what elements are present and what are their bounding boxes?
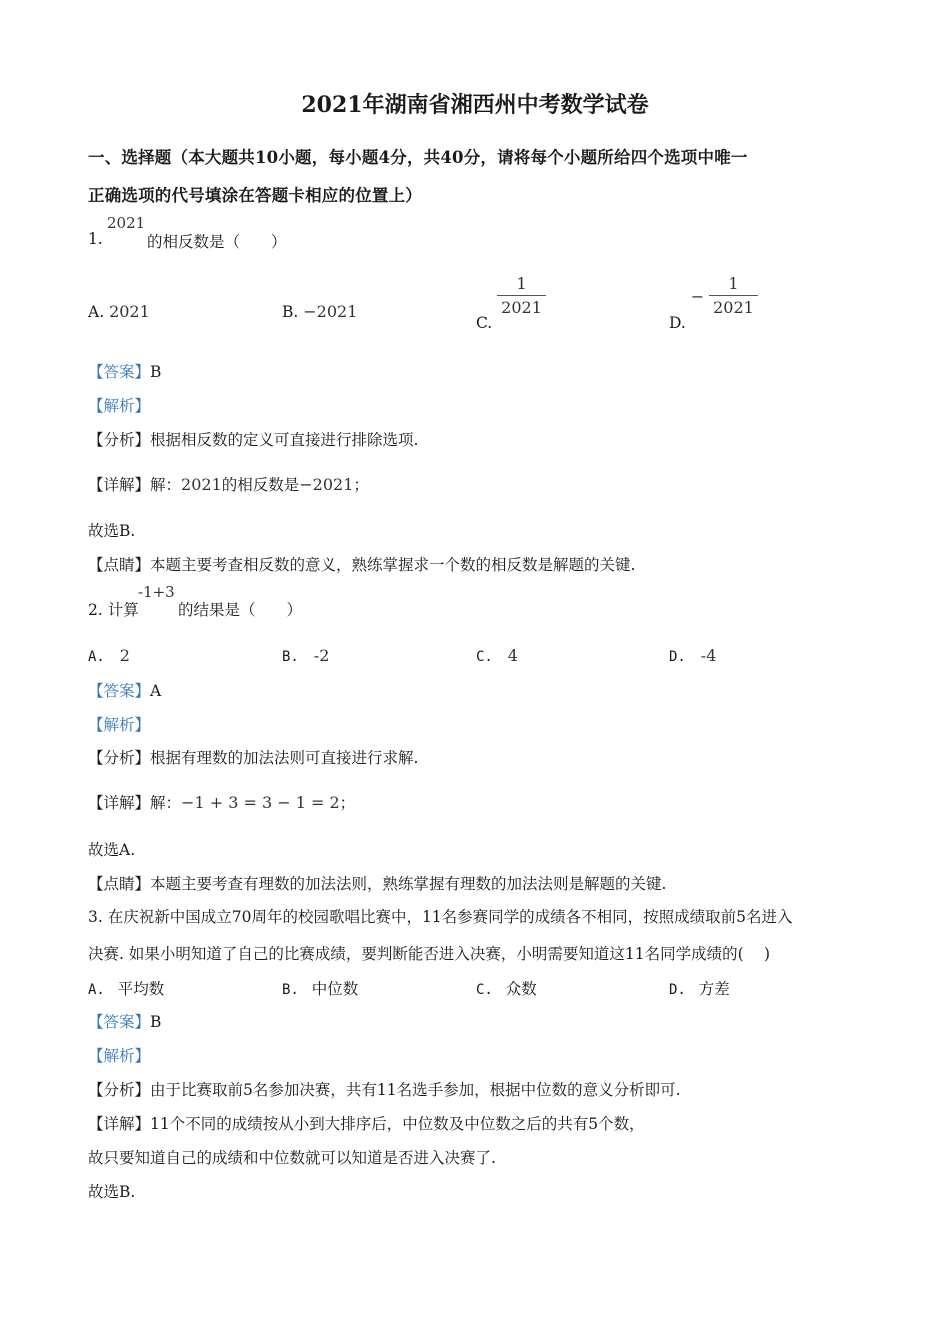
q2-choice: 故选A. — [88, 841, 136, 859]
q3-option-d: D. 方差 — [669, 980, 730, 998]
q2-answer: 【答案】A — [88, 682, 162, 700]
q2-fenxi: 【分析】根据有理数的加法法则可直接进行求解. — [88, 749, 419, 767]
q3-analysis-label: 【解析】 — [88, 1047, 151, 1065]
q3-answer: 【答案】B — [88, 1013, 162, 1031]
q1-fenxi: 【分析】根据相反数的定义可直接进行排除选项. — [88, 431, 419, 449]
fraction: $\frac{1}{2021}$ — [709, 274, 758, 317]
question-3-line1: 3. 在庆祝新中国成立70周年的校园歌唱比赛中，11名参赛同学的成绩各不相同，按照成绩取前5名进入 — [88, 908, 793, 926]
q3-fenxi: 【分析】由于比赛取前5名参加决赛，共有11名选手参加，根据中位数的意义分析即可. — [88, 1081, 681, 1099]
q1-option-a: A. 2021 — [88, 302, 150, 321]
q3-choice: 故选B. — [88, 1183, 136, 1201]
q1-option-b: B. −2021 — [282, 302, 358, 321]
q2-option-a: A. 2 — [88, 646, 130, 665]
q2-detail: 【详解】解：−1 + 3 = 3 − 1 = 2； — [88, 793, 356, 812]
question-3-line2: 决赛. 如果小明知道了自己的比赛成绩，要判断能否进入决赛，小明需要知道这11名同学成绩的( ) — [88, 945, 771, 963]
question-1-text: 的相反数是（ ） — [147, 233, 287, 251]
q1-option-c: C. $\frac{1}{2021}$ — [476, 274, 546, 317]
q1-choice: 故选B. — [88, 522, 136, 540]
question-1 — [88, 230, 103, 248]
q3-option-c: C. 众数 — [476, 980, 537, 998]
section-header-line2: 正确选项的代号填涂在答题卡相应的位置上） — [88, 186, 422, 205]
question-2-lead: 2. 计算 — [88, 601, 139, 619]
q2-option-d: D. -4 — [669, 646, 717, 665]
q1-option-d: D. − $\frac{1}{2021}$ — [669, 274, 758, 317]
q2-comment: 【点睛】本题主要考查有理数的加法法则，熟练掌握有理数的加法法则是解题的关键. — [88, 875, 667, 893]
q2-analysis-label: 【解析】 — [88, 716, 151, 734]
q3-option-a: A. 平均数 — [88, 980, 165, 998]
page-title: 2021年湖南省湘西州中考数学试卷 — [301, 92, 649, 118]
question-2-text: 的结果是（ ） — [178, 601, 303, 619]
question-number: 1. — [88, 230, 103, 248]
q3-option-b: B. 中位数 — [282, 980, 359, 998]
q2-option-c: C. 4 — [476, 646, 518, 665]
q3-detail: 【详解】11个不同的成绩按从小到大排序后，中位数及中位数之后的共有5个数， — [88, 1115, 645, 1133]
q3-detail-2: 故只要知道自己的成绩和中位数就可以知道是否进入决赛了. — [88, 1149, 496, 1167]
fraction: $\frac{1}{2021}$ — [497, 274, 546, 317]
q1-comment: 【点睛】本题主要考查相反数的意义，熟练掌握求一个数的相反数是解题的关键. — [88, 556, 636, 574]
question-1-expression: 2021 — [107, 214, 146, 232]
q2-option-b: B. -2 — [282, 646, 330, 665]
q1-analysis-label: 【解析】 — [88, 397, 151, 415]
q1-answer: 【答案】B — [88, 363, 162, 381]
section-header-line1: 一、选择题（本大题共10小题，每小题4分，共40分，请将每个小题所给四个选项中唯一 — [88, 148, 748, 167]
question-2-expression: -1+3 — [138, 583, 175, 601]
q1-detail: 【详解】解：2021的相反数是−2021； — [88, 475, 369, 494]
